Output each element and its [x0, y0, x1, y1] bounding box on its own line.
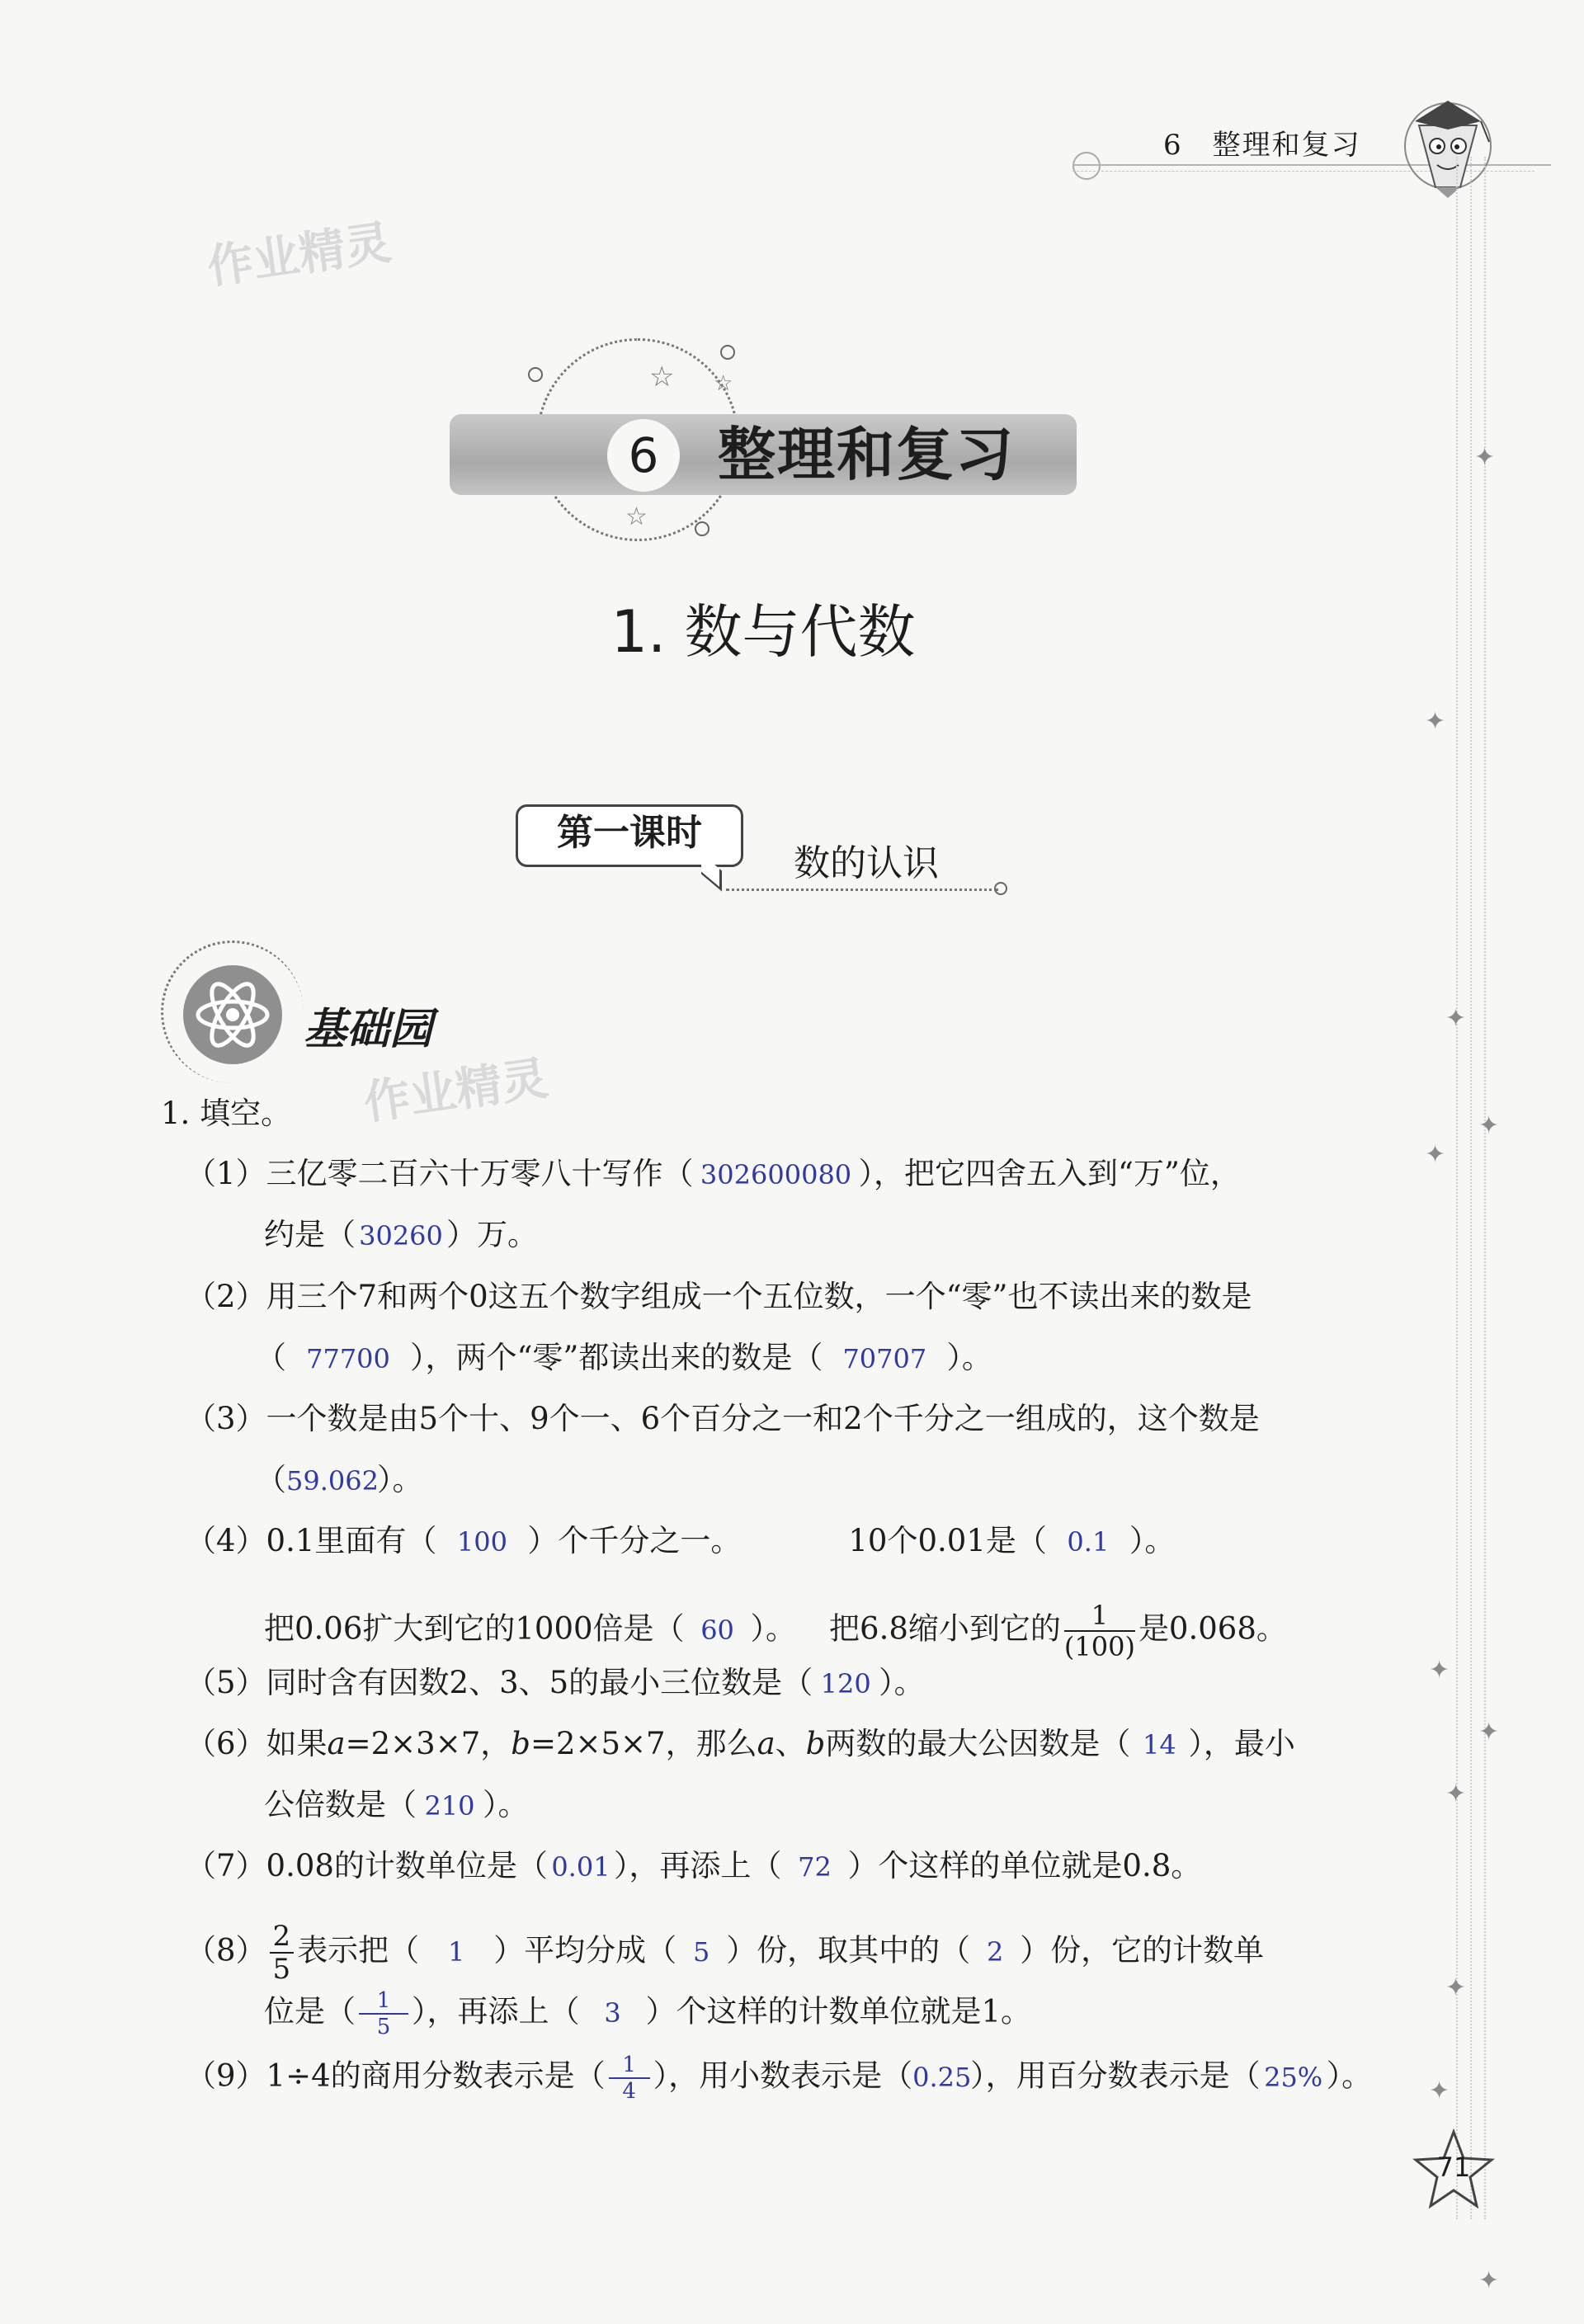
lesson-name: 数的认识 [794, 842, 939, 884]
star-icon: ✦ [1425, 707, 1446, 736]
answer-fraction: $\frac{1}{4}$ [609, 2054, 650, 2102]
star-icon: ✦ [1478, 2266, 1500, 2295]
item-8-cont: 位是（ $\frac{1}{5}$ ），再添上（ 3 ）个这样的计数单位就是1。 [264, 1988, 1032, 2039]
answer: 77700 [306, 1343, 390, 1374]
atom-icon [183, 965, 282, 1064]
item-3-cont: （59.062）。 [256, 1459, 423, 1501]
item-2-cont: （ 77700 ），两个“零”都读出来的数是（ 70707 ）。 [256, 1337, 992, 1379]
star-icon: ✦ [1445, 1004, 1467, 1033]
section-title: 1. 数与代数 [610, 598, 916, 666]
banner-dot [720, 345, 735, 360]
banner-dot [528, 367, 543, 382]
answer-fraction: $\frac{1}{5}$ [359, 1990, 408, 2038]
item-6: （6）如果a=2×3×7，b=2×5×7，那么a、b两数的最大公因数是（ 14 ），最小 [186, 1723, 1295, 1765]
chapter-title: 整理和复习 [718, 421, 1015, 488]
star-icon: ✦ [1429, 1656, 1450, 1685]
answer: 100 [456, 1526, 507, 1558]
item-8: （8） $\frac{2}{5}$ 表示把（ 1 ）平均分成（ 5 ）份，取其中的（ 2 ）份，它的计数单 [186, 1920, 1265, 1986]
item-1: （1）三亿零二百六十万零八十写作（ 302600080 ），把它四舍五入到“万”位， [186, 1153, 1241, 1195]
answer: 70707 [842, 1343, 927, 1374]
star-icon: ✦ [1425, 1140, 1446, 1169]
answer: 60 [700, 1614, 734, 1646]
watermark: 作业精灵 [204, 215, 395, 295]
star-icon: ✦ [1474, 443, 1496, 472]
item-3: （3）一个数是由5个十、9个一、6个百分之一和2个千分之一组成的，这个数是 [186, 1401, 1260, 1436]
answer: 14 [1142, 1729, 1176, 1761]
star-icon: ✦ [1429, 2077, 1450, 2105]
fraction: $\frac{2}{5}$ [270, 1922, 295, 1983]
question-title: 1. 填空。 [161, 1096, 292, 1131]
answer: 25% [1264, 2061, 1323, 2093]
lesson-tag: 第一课时 [557, 812, 702, 854]
watermark: 作业精灵 [361, 1051, 552, 1131]
star-outline-icon: ☆ [649, 361, 675, 394]
item-2: （2）用三个7和两个0这五个数字组成一个五位数，一个“零”也不读出来的数是 [186, 1279, 1252, 1314]
banner-dot [695, 521, 710, 536]
star-icon: ✦ [1445, 1780, 1467, 1808]
page-number: 71 [1436, 2152, 1471, 2183]
answer: 0.01 [551, 1851, 610, 1883]
item-5: （5）同时含有因数2、3、5的最小三位数是（ 120 ）。 [186, 1662, 925, 1704]
answer: 30260 [359, 1220, 443, 1252]
item-4-cont: 把0.06扩大到它的1000倍是（ 60 ）。 把6.8缩小到它的 $\frac{1}{(100)}$ 是0.068。 [264, 1600, 1287, 1662]
star-outline-icon: ☆ [714, 371, 733, 396]
header-swirl-ornament [1072, 152, 1101, 180]
answer: 3 [604, 1996, 621, 2029]
answer: 5 [693, 1935, 710, 1968]
answer: 59.062 [286, 1465, 379, 1497]
answer: 0.25 [912, 2061, 972, 2093]
answer: 1 [448, 1935, 465, 1968]
star-icon: ✦ [1478, 1111, 1500, 1140]
item-4: （4）0.1里面有（ 100 ）个千分之一。 10个0.01是（ 0.1 ）。 [186, 1520, 1175, 1563]
item-1-cont: 约是（ 30260 ）万。 [264, 1214, 538, 1256]
answer: 72 [798, 1851, 832, 1883]
running-header-title: 6 整理和复习 [1163, 129, 1361, 162]
star-icon: ✦ [1478, 1718, 1500, 1747]
answer: 2 [987, 1935, 1004, 1968]
item-9: （9）1÷4的商用分数表示是（ $\frac{1}{4}$ ），用小数表示是（0.25），用百分数表示是（ 25% ）。 [186, 2053, 1373, 2104]
answer: 120 [820, 1668, 871, 1699]
block-label: 基础园 [304, 1004, 433, 1054]
rail-line [1456, 157, 1458, 2219]
rail-line [1470, 157, 1472, 2219]
chapter-number: 6 [628, 427, 659, 483]
pencil-mascot-icon [1386, 76, 1510, 203]
fraction: $\frac{1}{(100)}$ [1063, 1600, 1135, 1662]
item-7: （7）0.08的计数单位是（ 0.01 ），再添上（ 72 ）个这样的单位就是0.8。 [186, 1846, 1201, 1888]
answer: 0.1 [1067, 1526, 1110, 1558]
item-6-cont: 公倍数是（ 210 ）。 [264, 1784, 529, 1827]
answer: 302600080 [700, 1159, 852, 1190]
star-outline-icon: ☆ [625, 502, 648, 531]
lesson-underline [726, 889, 998, 891]
answer: 210 [424, 1790, 475, 1822]
lesson-underline-dot [994, 882, 1007, 895]
star-icon: ✦ [1445, 1973, 1467, 2002]
